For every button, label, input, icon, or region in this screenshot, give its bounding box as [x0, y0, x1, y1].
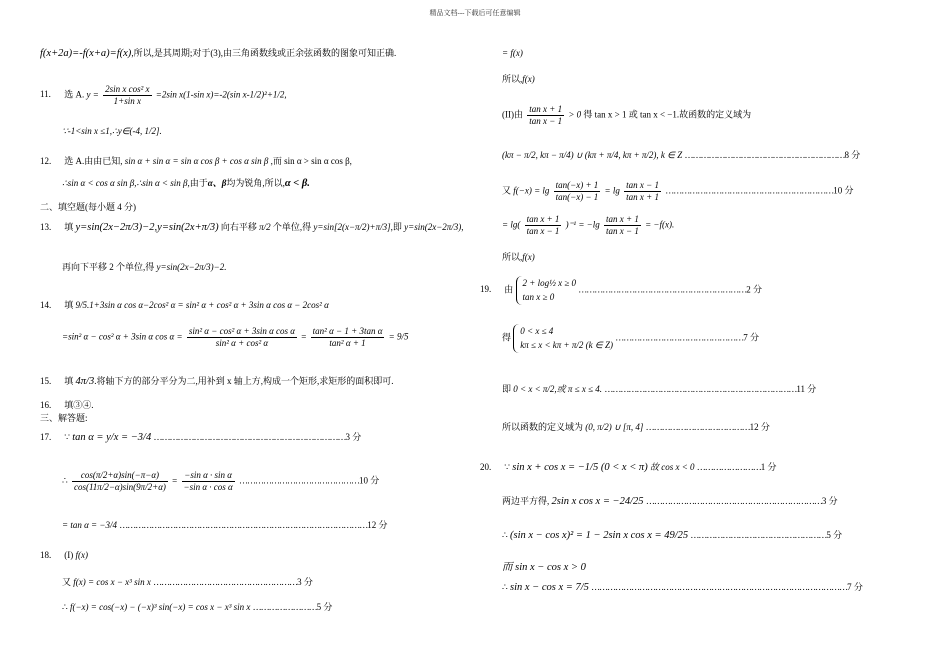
math-expr: .1+3sin α cos α−2cos² α = sin² α + cos² α + 3sin α cos α − 2cos² α: [87, 300, 329, 310]
text: ∴: [502, 530, 508, 540]
left-section-2: [40, 202, 136, 213]
math-expr: ∴sin α < cos α sin β,∴sin α < sin β: [62, 178, 188, 188]
condition: tan x ≥ 0: [522, 292, 555, 303]
denominator: tan x − 1: [526, 225, 560, 236]
text: ∵: [504, 462, 510, 472]
right-line-20c: [502, 530, 842, 543]
math-expr: y=sin(2x−2π/3)−2.: [156, 262, 227, 272]
math-expr: (sin x − cos x)² = 1 − 2sin x cos x = 49/25: [509, 530, 689, 541]
math-expr: f(x): [522, 74, 535, 84]
math-expr: y=sin[2(x−π/2)+π/3]: [313, 222, 391, 232]
fraction: [554, 180, 601, 203]
numerator: sin² α − cos² α + 3sin α cos α: [188, 326, 296, 336]
numerator: tan x + 1: [606, 214, 639, 224]
text: 得 tan x > 1 或 tan x < −1.故函数的定义域为: [583, 109, 752, 120]
left-line-11: [40, 84, 287, 107]
text: (II)由: [502, 109, 523, 120]
right-line-19c: [502, 384, 816, 395]
score: 5 分: [826, 530, 843, 540]
left-line-16: [40, 400, 94, 411]
section-number: 三、: [40, 413, 59, 423]
text: ,而 sin α > sin α cos β,: [270, 156, 352, 166]
right-line-3: [502, 104, 751, 127]
right-line-19: [480, 276, 762, 305]
denominator: tan² α + 1: [329, 337, 366, 348]
denominator: sin² α + cos² α: [215, 337, 269, 348]
math-expr: 2sin x cos x = −24/25: [551, 496, 644, 507]
left-line-18: [40, 550, 88, 561]
right-line-7: [502, 252, 535, 263]
score: 12 分: [749, 422, 770, 432]
math-expr: α < β.: [284, 178, 310, 189]
left-column: [40, 0, 464, 672]
text: ,由于: [187, 178, 208, 188]
fraction: [311, 326, 385, 349]
text: ∴: [62, 475, 68, 486]
text: 所以函数的定义域为: [502, 422, 584, 432]
math-expr: 4π/3: [75, 376, 95, 387]
leader-dots: …………………………………………………………………………………: [119, 520, 368, 530]
score: 12 分: [367, 520, 388, 530]
fraction: [187, 326, 297, 349]
denominator: −sin α · cos α: [183, 481, 233, 492]
text: 再向下平移 2 个单位,得: [62, 262, 155, 272]
equation-system: [513, 324, 613, 353]
fraction: [103, 84, 151, 107]
leader-dots: ……………………………………………: [690, 530, 827, 540]
right-line-6: [502, 214, 674, 237]
question-number: 11.: [40, 89, 51, 100]
math-expr: π/2: [259, 222, 271, 232]
left-line-13: [40, 222, 464, 235]
section-number: 二、: [40, 202, 59, 212]
math-expr: ,y=sin(2x+π/3): [154, 222, 219, 233]
right-line-19d: [502, 422, 770, 433]
question-number: 13.: [40, 222, 52, 232]
math-expr: f(x): [522, 252, 535, 262]
text: 即: [502, 384, 512, 394]
right-line-2: [502, 74, 535, 85]
right-column: [480, 0, 910, 672]
left-line-17b: [62, 470, 379, 493]
question-number: 20.: [480, 462, 492, 472]
text: 选 A.由由已知,: [64, 156, 123, 166]
math-expr: f(−x) = lg: [513, 185, 550, 196]
left-line-12b: [62, 178, 310, 191]
fraction: [182, 470, 235, 493]
score: 7 分: [847, 582, 863, 592]
text: 两边平方得,: [502, 496, 550, 506]
math-expr: = lg: [604, 185, 620, 196]
math-expr: ∵-1<sin x ≤1,∴y∈(-4, 1/2].: [62, 126, 162, 136]
left-line-14b: [62, 326, 409, 349]
math-expr: α、β: [207, 178, 227, 188]
math-expr: f(x) = cos x − x³ sin x: [73, 577, 151, 587]
denominator: tan(−x) − 1: [555, 191, 599, 202]
text: ∵: [64, 432, 70, 442]
left-line-18c: [62, 602, 332, 613]
denominator: tan x + 1: [626, 191, 659, 202]
fraction: [525, 214, 562, 237]
math-expr: sin x − cos x = 7/5: [509, 582, 589, 593]
text: 均为锐角,所以,: [226, 178, 285, 188]
score: 11 分: [796, 384, 817, 394]
math-expr: tan α = y/x = −3/4: [72, 432, 152, 443]
math-expr: f(x): [75, 550, 88, 560]
leader-dots: ………………………………………………………: [665, 185, 834, 196]
left-line-18b: [62, 577, 313, 588]
fraction: [527, 104, 564, 127]
text: ∴: [62, 602, 68, 612]
question-number: 15.: [40, 376, 52, 386]
left-line-17: [40, 432, 361, 445]
text: ,: [461, 222, 464, 232]
numerator: tan(−x) + 1: [555, 180, 599, 190]
right-line-4: [502, 150, 860, 161]
math-expr: 而 sin x − cos x > 0: [502, 562, 586, 573]
text: =: [301, 331, 307, 342]
question-number: 18.: [40, 550, 52, 560]
leader-dots: ………………………………………………: [153, 577, 298, 587]
math-expr: f(x+2a)=-f(x+a)=f(x): [40, 48, 132, 59]
text: 选 A.: [64, 89, 85, 100]
leader-dots: ………………………………………………………………: [153, 432, 346, 442]
text: 个单位,得: [272, 222, 312, 232]
math-expr: (kπ − π/2, kπ − π/4) ∪ (kπ + π/4, kπ + π/2), k ∈ Z: [502, 150, 683, 160]
math-expr: sin x + cos x = −1/5 (0 < x < π): [512, 462, 648, 473]
numerator: tan x + 1: [526, 214, 560, 224]
denominator: tan x − 1: [606, 225, 639, 236]
text: 填: [64, 300, 74, 310]
right-line-20b: [502, 496, 838, 509]
fraction: [624, 180, 661, 203]
text: 填: [64, 376, 74, 386]
right-line-5: [502, 180, 853, 203]
score: 10 分: [833, 185, 854, 196]
left-line-17c: [62, 520, 387, 531]
left-line-11b: [62, 126, 162, 137]
math-expr: y=sin(2x−2π/3): [404, 222, 462, 232]
numerator: cos(π/2+α)sin(−π−α): [72, 470, 168, 482]
right-line-20d: [502, 562, 586, 575]
question-number: 14.: [40, 300, 52, 310]
text: 填③④.: [64, 400, 94, 410]
score: 10 分: [359, 475, 380, 486]
leader-dots: ……………………: [252, 602, 317, 612]
text: (I): [64, 550, 74, 560]
math-expr: 9/5: [75, 300, 88, 310]
denominator: cos(11π/2−α)sin(9π/2+α): [73, 481, 166, 492]
score: 7 分: [743, 332, 759, 343]
math-expr: 故 cos x < 0: [649, 462, 695, 472]
left-line-14: [40, 300, 329, 311]
math-expr: y =: [86, 89, 99, 100]
condition: 2 + log½ x ≥ 0: [522, 278, 577, 288]
left-line-1: [40, 48, 396, 61]
text: 得: [502, 332, 512, 343]
numerator: tan x + 1: [529, 104, 563, 114]
math-expr: sin α + sin α = sin α cos β + cos α sin β: [124, 156, 269, 166]
text: ∴: [502, 582, 508, 592]
text: 所以,: [502, 252, 523, 262]
left-line-15: [40, 376, 393, 389]
score: 5 分: [316, 602, 333, 612]
numerator: −sin α · sin α: [182, 470, 235, 482]
equation-system: [516, 276, 577, 305]
score: 3 分: [345, 432, 362, 442]
numerator: tan x − 1: [626, 180, 659, 190]
math-expr: = tan α = −3/4: [62, 520, 117, 530]
text: .将轴下方的部分平分为二,用补到 x 轴上方,构成一个矩形,求矩形的面积即可.: [94, 376, 394, 386]
text: 填: [64, 222, 74, 232]
math-expr: y=sin(2x−2π/3)−2: [75, 222, 155, 233]
math-expr: = f(x): [502, 48, 523, 58]
leader-dots: …………………………………………………………: [645, 496, 822, 506]
question-number: 16.: [40, 400, 52, 410]
denominator: tan x − 1: [529, 115, 563, 126]
math-expr: = 9/5: [388, 331, 409, 342]
right-line-20: [480, 462, 777, 475]
text: 又: [62, 577, 72, 587]
left-line-12: [40, 156, 352, 167]
condition: 0 < x ≤ 4: [520, 326, 554, 336]
score: 2 分: [746, 284, 763, 295]
condition: kπ ≤ x < kπ + π/2 (k ∈ Z): [520, 340, 613, 351]
math-expr: 0 < x < π/2,或 π ≤ x ≤ 4.: [513, 384, 603, 394]
text: ,即: [390, 222, 402, 232]
right-line-1: [502, 48, 523, 59]
text: ,所以,是其周期;对于(3),由三角函数线或正余弦函数的图象可知正确.: [131, 48, 397, 58]
leader-dots: ………………………………………………………………: [604, 384, 797, 394]
numerator: 2sin x cos² x: [105, 84, 150, 94]
score: 1 分: [760, 462, 777, 472]
right-line-20e: [502, 582, 863, 595]
math-expr: = −f(x).: [645, 219, 675, 230]
text: 又: [502, 185, 512, 196]
leader-dots: ……………………: [696, 462, 761, 472]
math-expr: (0, π/2) ∪ [π, 4]: [585, 422, 644, 432]
leader-dots: ………………………………………: [239, 475, 360, 486]
score: 8 分: [844, 150, 861, 160]
leader-dots: …………………………………: [645, 422, 750, 432]
left-line-13b: [62, 262, 226, 273]
math-expr: )⁻¹ = −lg: [565, 219, 600, 230]
text: 向右平移: [220, 222, 257, 232]
numerator: tan² α − 1 + 3tan α: [312, 326, 383, 336]
text: 所以,: [502, 74, 523, 84]
leader-dots: …………………………………………: [615, 332, 744, 343]
leader-dots: ……………………………………………………: [684, 150, 845, 160]
score: 3 分: [821, 496, 838, 506]
math-expr: f(−x) = cos(−x) − (−x)³ sin(−x) = cos x − x³ sin x: [69, 602, 251, 612]
section-title: 填空题(每小题 4 分): [58, 202, 137, 212]
math-expr: =2sin x(1-sin x)=-2(sin x-1/2)²+1/2,: [155, 89, 287, 100]
fraction: [72, 470, 168, 493]
left-section-3: [40, 413, 88, 424]
question-number: 17.: [40, 432, 52, 442]
math-expr: =sin² α − cos² α + 3sin α cos α =: [62, 331, 183, 342]
fraction: [604, 214, 641, 237]
question-number: 12.: [40, 156, 52, 166]
right-line-19b: [502, 324, 759, 353]
question-number: 19.: [480, 284, 492, 295]
math-expr: = lg(: [502, 219, 521, 230]
leader-dots: ……………………………………………………………………………………: [591, 582, 848, 592]
denominator: 1+sin x: [113, 95, 141, 106]
section-title: 解答题:: [58, 413, 88, 423]
page-header: 精品文档---下载后可任意编辑: [429, 9, 521, 17]
leader-dots: ………………………………………………………: [578, 284, 747, 295]
text: 由: [504, 284, 514, 295]
math-expr: > 0: [568, 109, 582, 120]
text: =: [172, 475, 178, 486]
score: 3 分: [297, 577, 313, 587]
